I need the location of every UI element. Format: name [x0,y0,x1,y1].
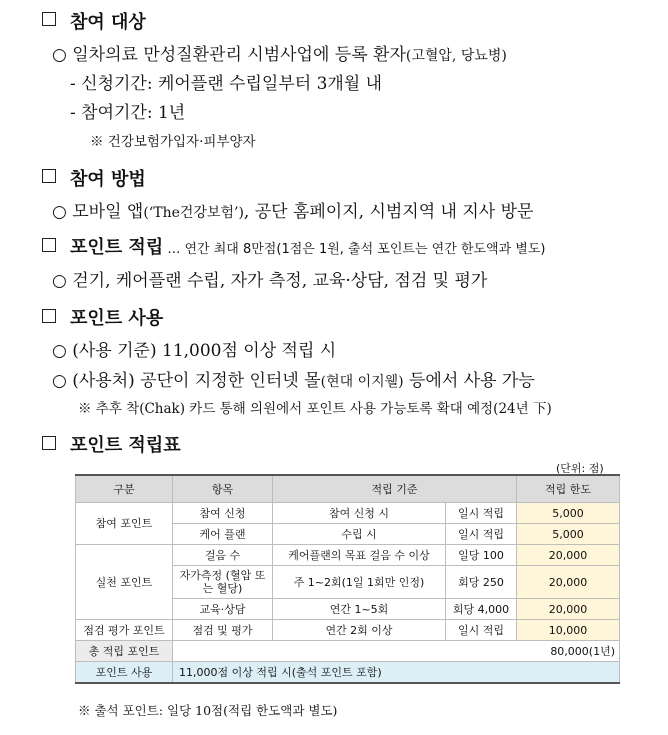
footnote: ※ 출석 포인트: 일당 10점(적립 한도액과 별도) [78,703,338,718]
use-place-post: 등에서 사용 가능 [403,371,535,391]
bullet-circle-icon: ○ [52,45,67,65]
row-limit: 5,000 [517,503,620,524]
row-limit: 20,000 [517,599,620,620]
section-checkbox-icon [42,436,56,450]
row-method: 일당 100 [446,545,517,566]
row-criterion: 참여 신청 시 [273,503,446,524]
row-limit: 20,000 [517,566,620,599]
header-category: 구분 [76,475,173,503]
section-title-use: 포인트 사용 [70,308,164,329]
section-checkbox-icon [42,169,56,183]
row-method: 회당 250 [446,566,517,599]
header-criterion: 적립 기준 [273,475,517,503]
row-item: 교육·상담 [173,599,273,620]
row-item: 참여 신청 [173,503,273,524]
row-method: 일시 적립 [446,620,517,641]
category-evaluation: 점검 평가 포인트 [76,620,173,641]
method-post-text: , 공단 홈페이지, 시범지역 내 지사 방문 [243,202,534,222]
earn-heading [70,233,545,259]
use-place-mall: (현대 이지웰) [320,374,404,390]
row-criterion: 연간 2회 이상 [273,620,446,641]
use-place-line [52,366,535,391]
row-criterion: 주 1~2회(1일 1회만 인정) [273,566,446,599]
target-note: ※ 건강보험가입자·피부양자 [90,134,256,150]
row-item: 점검 및 평가 [173,620,273,641]
apply-period: - 신청기간: 케어플랜 수립일부터 3개월 내 [70,74,383,94]
row-item: 걸음 수 [173,545,273,566]
row-criterion: 수립 시 [273,524,446,545]
header-limit: 적립 한도 [517,475,620,503]
total-value: 80,000(1년) [173,641,620,662]
earn-title-note: … 연간 최대 8만점(1점은 1원, 출석 포인트는 연간 한도액과 별도) [163,242,546,257]
row-limit: 20,000 [517,545,620,566]
points-table [75,474,620,684]
section-checkbox-icon [42,309,56,323]
total-row [76,641,620,662]
section-title-target: 참여 대상 [70,12,146,33]
table-row [76,545,620,566]
table-row [76,620,620,641]
row-item: 케어 플랜 [173,524,273,545]
total-label: 총 적립 포인트 [76,641,173,662]
earn-line: ○ 걷기, 케어플랜 수립, 자가 측정, 교육·상담, 점검 및 평가 [52,271,488,291]
row-method: 회당 4,000 [446,599,517,620]
table-row [76,503,620,524]
row-limit: 10,000 [517,620,620,641]
section-checkbox-icon [42,238,56,252]
section-title-method: 참여 방법 [70,169,146,190]
unit-label: (단위: 점) [556,462,604,475]
row-criterion: 연간 1~5회 [273,599,446,620]
row-criterion: 케어플랜의 목표 걸음 수 이상 [273,545,446,566]
category-participation: 참여 포인트 [76,503,173,545]
row-item: 자가측정 (혈압 또는 혈당) [173,566,273,599]
participate-period: - 참여기간: 1년 [70,103,186,123]
section-title-earn: 포인트 적립 [70,237,164,258]
section-title-table: 포인트 적립표 [70,435,181,456]
use-note: ※ 추후 착(Chak) 카드 통해 의원에서 포인트 사용 가능토록 확대 예정(24년 下) [78,401,552,417]
target-paren-text: (고혈압, 당뇨병) [405,48,507,64]
category-practice: 실천 포인트 [76,545,173,620]
row-method: 일시 적립 [446,524,517,545]
method-pre-text: ○ 모바일 앱 [52,202,144,222]
target-main-text: 일차의료 만성질환관리 시범사업에 등록 환자 [72,45,406,65]
section-checkbox-icon [42,12,56,26]
row-method: 일시 적립 [446,503,517,524]
table-header-row [76,475,620,503]
use-place-pre: ○ (사용처) 공단이 지정한 인터넷 몰 [52,371,321,391]
use-criterion-line: ○ (사용 기준) 11,000점 이상 적립 시 [52,341,337,361]
header-item: 항목 [173,475,273,503]
usage-label: 포인트 사용 [76,662,173,684]
method-app-name: (‘The건강보험’) [143,205,244,221]
row-limit: 5,000 [517,524,620,545]
usage-value: 11,000점 이상 적립 시(출석 포인트 포함) [173,662,620,684]
method-line [52,197,533,222]
usage-row [76,662,620,684]
target-line [52,40,507,65]
